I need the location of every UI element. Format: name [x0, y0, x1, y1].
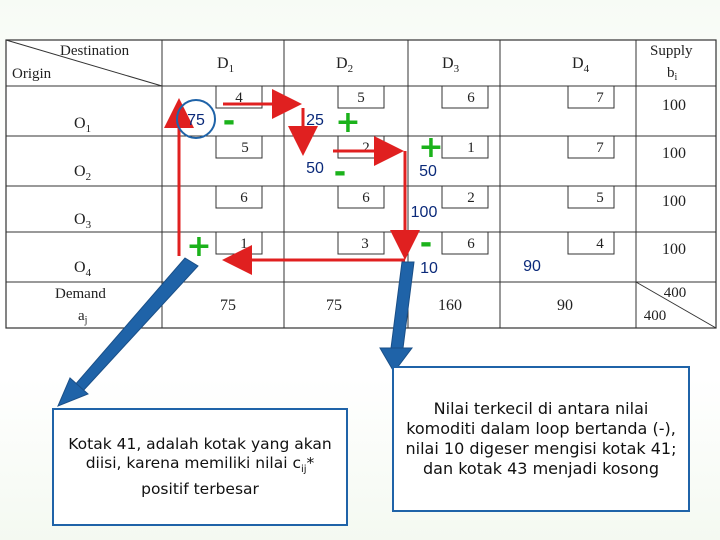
dest-d2: $D_2$ [336, 55, 354, 75]
cost-31: 6 [240, 190, 248, 206]
supply-symbol: $b_i$ [667, 65, 678, 83]
demand-symbol: $a_j$ [78, 308, 88, 326]
supply-3: 100 [662, 193, 686, 210]
table-frame [6, 40, 716, 328]
minus-sign-11: - [222, 104, 236, 139]
origin-o4: $O_4$ [74, 259, 92, 279]
cost-33: 2 [467, 190, 475, 206]
dest-d3: $D_3$ [442, 55, 460, 75]
origin-o1: $O_1$ [74, 115, 92, 135]
plus-sign-23: + [418, 130, 444, 165]
cost-21: 5 [241, 140, 249, 156]
destination-header: Destination [60, 43, 130, 59]
callout-entering-cell [52, 408, 348, 526]
alloc-11: 75 [187, 112, 205, 129]
total-demand: 400 [643, 308, 667, 324]
cost-12: 5 [357, 90, 365, 106]
cost-41: 1 [240, 236, 248, 252]
origin-o2: $O_2$ [74, 163, 92, 183]
callout-min-value-text: Nilai terkecil di antara nilai komoditi dalam loop bertanda (-), nilai 10 digeser mengisi kotak 41; dan kotak 43 menjadi kosong [405, 399, 677, 478]
cost-23: 1 [467, 140, 475, 156]
alloc-22: 50 [306, 160, 324, 177]
cost-22: 2 [362, 140, 370, 156]
cost-32: 6 [362, 190, 370, 206]
supply-2: 100 [662, 145, 686, 162]
origin-o3: $O_3$ [74, 211, 92, 231]
cost-42: 3 [361, 236, 369, 252]
demand-2: 75 [326, 297, 342, 314]
demand-4: 90 [557, 297, 573, 314]
supply-1: 100 [662, 97, 686, 114]
demand-1: 75 [220, 297, 236, 314]
demand-3: 160 [438, 297, 462, 314]
cost-34: 5 [596, 190, 604, 206]
dest-d4: $D_4$ [572, 55, 590, 75]
alloc-12: 25 [306, 112, 324, 129]
demand-label: Demand [55, 286, 106, 302]
cost-11: 4 [235, 90, 243, 106]
minus-sign-43: - [419, 226, 433, 261]
plus-sign-41: + [186, 229, 212, 264]
supply-4: 100 [662, 241, 686, 258]
alloc-23: 50 [419, 163, 437, 180]
alloc-43: 10 [420, 260, 438, 277]
supply-header: Supply [650, 43, 693, 59]
cost-43: 6 [467, 236, 475, 252]
callout-entering-cell-text: Kotak 41, adalah kotak yang akan diisi, karena memiliki nilai $c_{ij}*$ positif terbesar [68, 435, 332, 498]
origin-header: Origin [12, 66, 52, 82]
cost-13: 6 [467, 90, 475, 106]
plus-sign-12: + [335, 105, 361, 140]
cost-44: 4 [596, 236, 604, 252]
cost-14: 7 [596, 90, 604, 106]
cost-24: 7 [596, 140, 604, 156]
callout-min-value [392, 366, 690, 512]
minus-sign-22: - [333, 155, 347, 190]
alloc-33: 100 [410, 204, 438, 221]
dest-d1: $D_1$ [217, 55, 235, 75]
alloc-44: 90 [523, 258, 541, 275]
total-supply: 400 [663, 285, 687, 301]
